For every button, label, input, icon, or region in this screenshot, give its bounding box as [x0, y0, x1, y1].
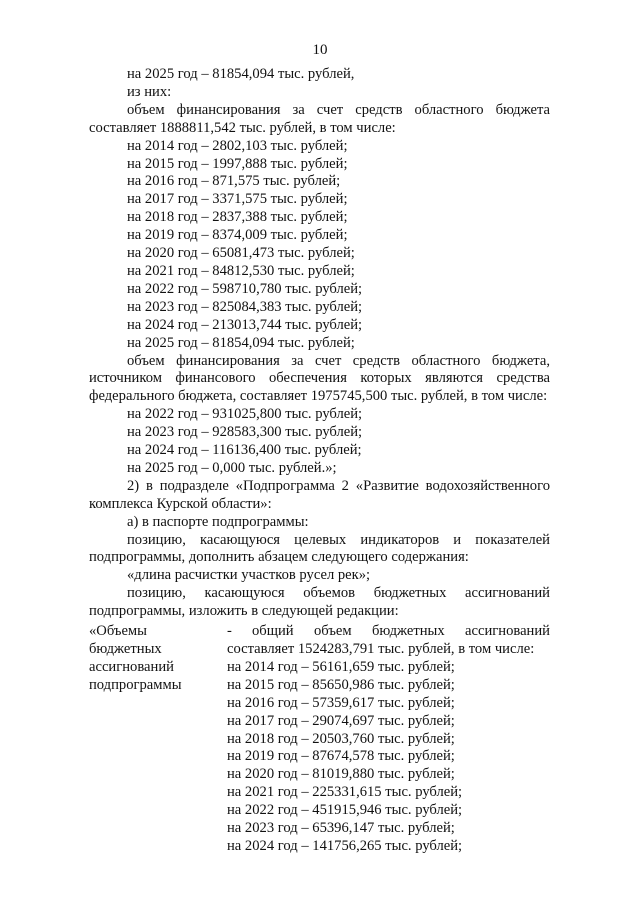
passport-left-line3: ассигнований [89, 658, 174, 675]
page-number: 10 [312, 42, 328, 58]
passport-left-column [89, 623, 227, 856]
passport-first-words [252, 623, 550, 641]
passport-2015: на 2015 год – 85650,986 тыс. рублей; [227, 676, 455, 693]
passport-left-line1: «Объемы [89, 623, 147, 640]
line-regional-2023: на 2023 год – 825084,383 тыс. рублей; [127, 298, 363, 315]
line-regional-2025: на 2025 год – 81854,094 тыс. рублей; [127, 334, 355, 351]
passport-dash: - [227, 623, 232, 640]
passport-2019: на 2019 год – 87674,578 тыс. рублей; [227, 748, 455, 765]
passport-2018: на 2018 год – 20503,760 тыс. рублей; [227, 730, 455, 747]
line-regional-2015: на 2015 год – 1997,888 тыс. рублей; [127, 155, 348, 172]
line-federal-2022: на 2022 год – 931025,800 тыс. рублей; [127, 406, 363, 423]
passport-right-first-line [227, 623, 550, 641]
passport-2021: на 2021 год – 225331,615 тыс. рублей; [227, 784, 463, 801]
passport-first-text: общий объем бюджетных ассигнований [252, 623, 550, 640]
line-regional-2024: на 2024 год – 213013,744 тыс. рублей; [127, 316, 363, 333]
para-indicators-line1: позицию, касающуюся целевых индикаторов и показателей [127, 531, 550, 548]
passport-2023: на 2023 год – 65396,147 тыс. рублей; [227, 820, 455, 837]
para-allocations-line1: позицию, касающуюся объемов бюджетных ассигнований [127, 585, 550, 602]
passport-2014: на 2014 год – 56161,659 тыс. рублей; [227, 658, 455, 675]
line-passport-a: а) в паспорте подпрограммы: [127, 513, 309, 530]
line-regional-2022: на 2022 год – 598710,780 тыс. рублей; [127, 280, 363, 297]
para-federal-line1: объем финансирования за счет средств областного бюджета, [127, 352, 550, 369]
para-federal-line2: источником финансового обеспечения которых являются средства [89, 370, 550, 387]
line-regional-2018: на 2018 год – 2837,388 тыс. рублей; [127, 209, 348, 226]
para-allocations-line2: подпрограммы, изложить в следующей редакции: [89, 603, 399, 620]
line-regional-2020: на 2020 год – 65081,473 тыс. рублей; [127, 245, 355, 262]
para-subsection-line1: 2) в подразделе «Подпрограмма 2 «Развитие водохозяйственного [127, 477, 550, 494]
para-subsection-line2: комплекса Курской области»: [89, 495, 272, 512]
line-federal-2023: на 2023 год – 928583,300 тыс. рублей; [127, 424, 363, 441]
line-regional-2021: на 2021 год – 84812,530 тыс. рублей; [127, 262, 355, 279]
line-regional-2016: на 2016 год – 871,575 тыс. рублей; [127, 173, 341, 190]
para-regional-budget-line1: объем финансирования за счет средств областного бюджета [127, 101, 550, 118]
passport-table [89, 623, 550, 856]
para-regional-budget-line2: составляет 1888811,542 тыс. рублей, в том числе: [89, 119, 396, 136]
passport-total: составляет 1524283,791 тыс. рублей, в том числе: [227, 641, 535, 657]
line-of-them: из них: [127, 83, 172, 100]
line-2025-total: на 2025 год – 81854,094 тыс. рублей, [127, 66, 355, 82]
line-federal-2025: на 2025 год – 0,000 тыс. рублей.»; [127, 459, 337, 476]
passport-right-column [227, 623, 550, 856]
line-federal-2024: на 2024 год – 116136,400 тыс. рублей; [127, 442, 362, 459]
passport-2024: на 2024 год – 141756,265 тыс. рублей; [227, 837, 463, 854]
passport-2016: на 2016 год – 57359,617 тыс. рублей; [227, 694, 455, 711]
line-regional-2019: на 2019 год – 8374,009 тыс. рублей; [127, 227, 348, 244]
passport-left-line2: бюджетных [89, 641, 162, 657]
passport-2020: на 2020 год – 81019,880 тыс. рублей; [227, 766, 455, 783]
line-regional-2017: на 2017 год – 3371,575 тыс. рублей; [127, 191, 348, 208]
para-federal-line3: федерального бюджета, составляет 1975745,500 тыс. рублей, в том числе: [89, 388, 548, 405]
line-quote-river: «длина расчистки участков русел рек»; [127, 567, 371, 584]
document-body [89, 66, 550, 856]
line-regional-2014: на 2014 год – 2802,103 тыс. рублей; [127, 137, 348, 154]
passport-2022: на 2022 год – 451915,946 тыс. рублей; [227, 802, 463, 819]
passport-left-line4: подпрограммы [89, 676, 182, 693]
passport-2017: на 2017 год – 29074,697 тыс. рублей; [227, 712, 455, 729]
para-indicators-line2: подпрограммы, дополнить абзацем следующего содержания: [89, 549, 469, 566]
